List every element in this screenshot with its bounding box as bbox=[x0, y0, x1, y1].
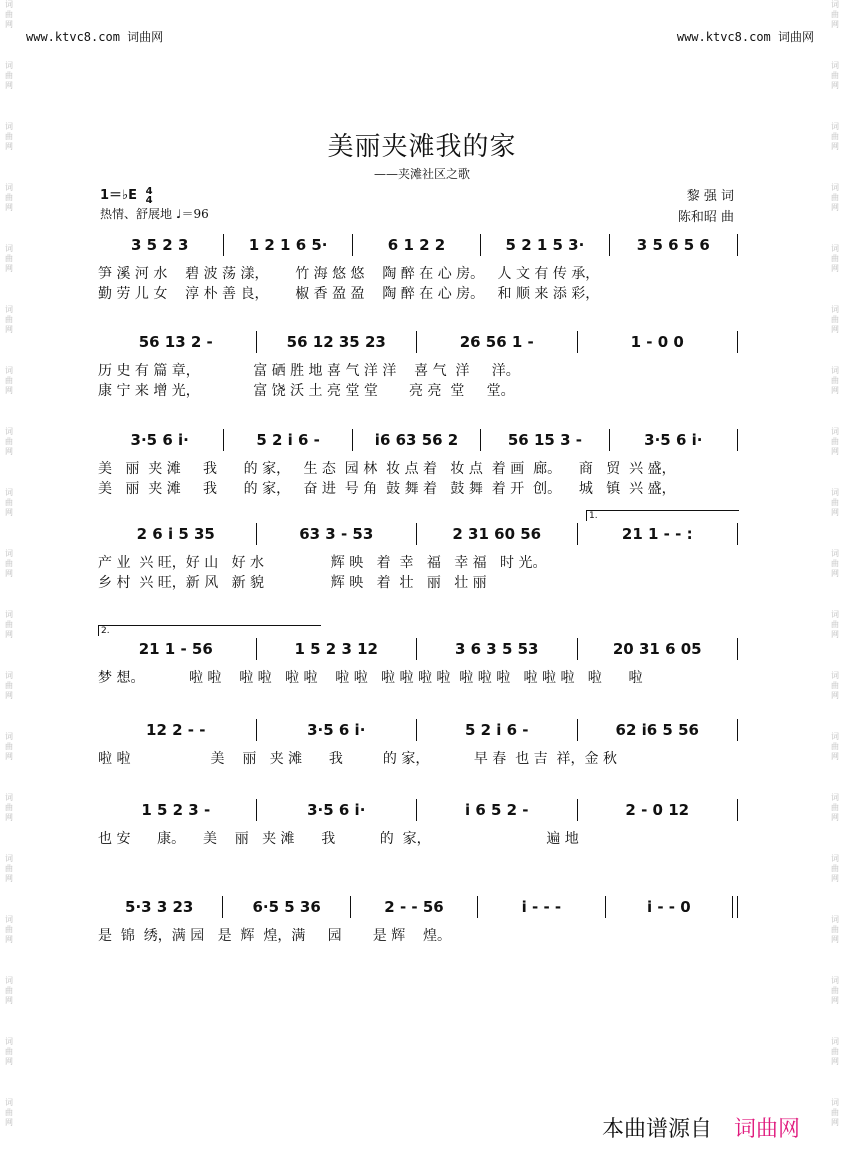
watermark-glyph: 词 曲 网 bbox=[831, 427, 839, 456]
lyrics-verse-2: 康 宁 来 增 光， 富 饶 沃 土 亮 堂 堂 亮 亮 堂 堂。 bbox=[98, 383, 515, 399]
time-bottom: 4 bbox=[145, 194, 153, 206]
watermark-glyph: 词 曲 网 bbox=[831, 0, 839, 29]
watermark-glyph: 词 曲 网 bbox=[831, 549, 839, 578]
watermark-glyph: 词 曲 网 bbox=[5, 610, 13, 639]
song-title: 美丽夹滩我的家 bbox=[327, 132, 517, 162]
measure: 3·5 6 i· bbox=[307, 801, 366, 819]
lyrics-verse-2: 乡 村 兴 旺，新 风 新 貌 辉 映 着 壮 丽 壮 丽 bbox=[98, 575, 487, 591]
song-subtitle: ——夹滩社区之歌 bbox=[373, 167, 470, 181]
watermark-glyph: 词 曲 网 bbox=[5, 183, 13, 212]
barline bbox=[416, 638, 417, 660]
measure: 1 - 0 0 bbox=[630, 333, 684, 351]
measure: 3 6 3 5 53 bbox=[454, 640, 539, 658]
site-header-right[interactable]: www.ktvc8.com 词曲网 bbox=[676, 30, 814, 44]
watermark-glyph: 词 曲 网 bbox=[5, 854, 13, 883]
measure: 56 12 35 23 bbox=[286, 333, 386, 351]
barline bbox=[480, 234, 481, 256]
notation-line bbox=[98, 233, 740, 257]
score-system bbox=[98, 330, 740, 400]
measure: i6 63 56 2 bbox=[374, 431, 459, 449]
watermark-glyph: 词 曲 网 bbox=[5, 305, 13, 334]
barline bbox=[737, 719, 738, 741]
watermark-glyph: 词 曲 网 bbox=[831, 183, 839, 212]
lyrics-verse-1: 梦 想。 啦 啦 啦 啦 啦 啦 啦 啦 啦 啦 啦 啦 啦 啦 啦 啦 啦 啦 啦 啦 bbox=[98, 670, 643, 686]
watermark-glyph: 词 曲 网 bbox=[5, 61, 13, 90]
watermark-glyph: 词 曲 网 bbox=[5, 1098, 13, 1127]
watermark-glyph: 词 曲 网 bbox=[831, 488, 839, 517]
lyrics-verse-1: 产 业 兴 旺，好 山 好 水 辉 映 着 幸 福 幸 福 时 光。 bbox=[98, 555, 547, 571]
barline bbox=[577, 523, 578, 545]
barline bbox=[223, 429, 224, 451]
measure: 21 1 - - : bbox=[621, 525, 693, 543]
measure: 20 31 6 05 bbox=[612, 640, 702, 658]
barline bbox=[416, 331, 417, 353]
watermark-glyph: 词 曲 网 bbox=[5, 0, 13, 29]
score-system bbox=[98, 428, 740, 498]
notation-line bbox=[98, 522, 740, 546]
score-system bbox=[98, 895, 740, 965]
barline bbox=[352, 429, 353, 451]
notation-line bbox=[98, 637, 740, 661]
lyrics-verse-2: 美 丽 夹 滩 我 的 家， 奋 进 号 角 鼓 舞 着 鼓 舞 着 开 创。 城 镇 兴 盛， bbox=[98, 481, 676, 497]
barline bbox=[480, 429, 481, 451]
barline bbox=[609, 234, 610, 256]
barline bbox=[222, 896, 223, 918]
barline bbox=[737, 638, 738, 660]
watermark-glyph: 词 曲 网 bbox=[831, 61, 839, 90]
score-system bbox=[98, 233, 740, 303]
footer-brand[interactable]: 词曲网 bbox=[733, 1117, 800, 1142]
measure: 6·5 5 36 bbox=[252, 898, 321, 916]
footer-label: 本曲谱源自 bbox=[601, 1117, 712, 1142]
barline bbox=[223, 234, 224, 256]
measure: i 6 5 2 - bbox=[464, 801, 529, 819]
watermark-glyph: 词 曲 网 bbox=[831, 854, 839, 883]
barline bbox=[256, 719, 257, 741]
barline bbox=[609, 429, 610, 451]
lyricist-credit: 黎 强 词 bbox=[686, 189, 734, 204]
barline bbox=[737, 799, 738, 821]
measure: 26 56 1 - bbox=[459, 333, 534, 351]
measure: i - - 0 bbox=[646, 898, 691, 916]
measure: 2 - 0 12 bbox=[625, 801, 690, 819]
notation-line bbox=[98, 428, 740, 452]
watermark-glyph: 词 曲 网 bbox=[5, 1037, 13, 1066]
barline bbox=[737, 234, 738, 256]
watermark-glyph: 词 曲 网 bbox=[831, 1037, 839, 1066]
watermark-glyph: 词 曲 网 bbox=[5, 488, 13, 517]
barline bbox=[577, 331, 578, 353]
barline bbox=[577, 799, 578, 821]
barline bbox=[737, 896, 738, 918]
measure: i - - - bbox=[521, 898, 562, 916]
lyrics-verse-2: 勤 劳 儿 女 淳 朴 善 良， 椒 香 盈 盈 陶 醉 在 心 房。 和 顺 来 添 彩， bbox=[98, 286, 600, 302]
barline bbox=[352, 234, 353, 256]
measure: 1 5 2 3 12 bbox=[294, 640, 378, 658]
watermark-glyph: 词 曲 网 bbox=[5, 549, 13, 578]
measure: 5 2 i 6 - bbox=[464, 721, 529, 739]
barline bbox=[737, 429, 738, 451]
score-system bbox=[98, 626, 740, 707]
score-system bbox=[98, 798, 740, 868]
score-system bbox=[98, 511, 740, 592]
barline bbox=[737, 331, 738, 353]
watermark-glyph: 词 曲 网 bbox=[5, 976, 13, 1005]
watermark-glyph: 词 曲 网 bbox=[831, 915, 839, 944]
lyrics-verse-1: 是 锦 绣，满 园 是 辉 煌，满 园 是 辉 煌。 bbox=[98, 928, 452, 944]
notation-line bbox=[98, 718, 740, 742]
expression-tempo: 热情、舒展地 ♩＝96 bbox=[100, 207, 209, 221]
measure: 2 31 60 56 bbox=[452, 525, 542, 543]
measure: 1 5 2 3 - bbox=[141, 801, 211, 819]
measure: 3·5 6 i· bbox=[644, 431, 703, 449]
barline bbox=[256, 638, 257, 660]
measure: 1 2 1 6 5· bbox=[248, 236, 328, 254]
watermark-glyph: 词 曲 网 bbox=[5, 732, 13, 761]
score-system bbox=[98, 718, 740, 788]
barline bbox=[737, 523, 738, 545]
watermark-glyph: 词 曲 网 bbox=[5, 122, 13, 151]
measure: 5 2 1 5 3· bbox=[505, 236, 585, 254]
measure: 56 13 2 - bbox=[138, 333, 213, 351]
watermark-glyph: 词 曲 网 bbox=[831, 976, 839, 1005]
measure: 12 2 - - bbox=[146, 721, 206, 739]
barline bbox=[577, 638, 578, 660]
barline bbox=[416, 719, 417, 741]
measure: 63 3 - 53 bbox=[299, 525, 374, 543]
measure: 6 1 2 2 bbox=[387, 236, 446, 254]
time-top: 4 bbox=[145, 185, 153, 197]
measure: 56 15 3 - bbox=[507, 431, 582, 449]
barline bbox=[256, 523, 257, 545]
notation-line bbox=[98, 798, 740, 822]
site-header-left[interactable]: www.ktvc8.com 词曲网 bbox=[26, 30, 164, 44]
barline bbox=[416, 799, 417, 821]
measure: 3·5 6 i· bbox=[307, 721, 366, 739]
footer-source bbox=[602, 1112, 800, 1143]
watermark-glyph: 词 曲 网 bbox=[5, 793, 13, 822]
barline bbox=[732, 896, 733, 918]
measure: 5 2 i 6 - bbox=[256, 431, 320, 449]
lyrics-verse-1: 也 安 康。 美 丽 夹 滩 我 的 家， 遍 地 bbox=[98, 831, 579, 847]
barline bbox=[416, 523, 417, 545]
watermark-glyph: 词 曲 网 bbox=[831, 732, 839, 761]
key-label: 1＝♭E bbox=[100, 188, 138, 203]
watermark-glyph: 词 曲 网 bbox=[831, 122, 839, 151]
lyrics-verse-1: 历 史 有 篇 章， 富 硒 胜 地 喜 气 洋 洋 喜 气 洋 洋。 bbox=[98, 363, 520, 379]
measure: 3·5 6 i· bbox=[130, 431, 189, 449]
barline bbox=[605, 896, 606, 918]
lyrics-verse-1: 啦 啦 美 丽 夹 滩 我 的 家， 早 春 也 吉 祥，金 秋 bbox=[98, 751, 618, 767]
lyrics-verse-1: 笋 溪 河 水 碧 波 荡 漾， 竹 海 悠 悠 陶 醉 在 心 房。 人 文 有 传 承， bbox=[98, 266, 600, 282]
watermark-glyph: 词 曲 网 bbox=[831, 305, 839, 334]
measure: 2 - - 56 bbox=[384, 898, 444, 916]
watermark-glyph: 词 曲 网 bbox=[831, 244, 839, 273]
watermark-glyph: 词 曲 网 bbox=[5, 671, 13, 700]
watermark-glyph: 词 曲 网 bbox=[831, 671, 839, 700]
volta-bracket: 1. bbox=[586, 510, 739, 521]
watermark-glyph: 词 曲 网 bbox=[831, 610, 839, 639]
barline bbox=[256, 331, 257, 353]
volta-bracket: 2. bbox=[98, 625, 321, 636]
measure: 62 i6 5 56 bbox=[615, 721, 699, 739]
notation-line bbox=[98, 895, 740, 919]
watermark-glyph: 词 曲 网 bbox=[5, 915, 13, 944]
time-signature bbox=[146, 187, 153, 205]
lyrics-verse-1: 美 丽 夹 滩 我 的 家， 生 态 园 林 妆 点 着 妆 点 着 画 廊。 商 贸 兴 盛， bbox=[98, 461, 676, 477]
barline bbox=[256, 799, 257, 821]
key-signature bbox=[100, 184, 153, 205]
measure: 3 5 2 3 bbox=[130, 236, 189, 254]
watermark-glyph: 词 曲 网 bbox=[5, 427, 13, 456]
measure: 21 1 - 56 bbox=[138, 640, 213, 658]
watermark-glyph: 词 曲 网 bbox=[5, 366, 13, 395]
watermark-glyph: 词 曲 网 bbox=[831, 1098, 839, 1127]
barline bbox=[577, 719, 578, 741]
watermark-glyph: 词 曲 网 bbox=[831, 793, 839, 822]
measure: 3 5 6 5 6 bbox=[636, 236, 710, 254]
measure: 2 6 i 5 35 bbox=[136, 525, 215, 543]
watermark-glyph: 词 曲 网 bbox=[831, 366, 839, 395]
composer-credit: 陈和昭 曲 bbox=[677, 210, 734, 225]
notation-line bbox=[98, 330, 740, 354]
measure: 5·3 3 23 bbox=[125, 898, 194, 916]
barline bbox=[477, 896, 478, 918]
watermark-glyph: 词 曲 网 bbox=[5, 244, 13, 273]
barline bbox=[350, 896, 351, 918]
